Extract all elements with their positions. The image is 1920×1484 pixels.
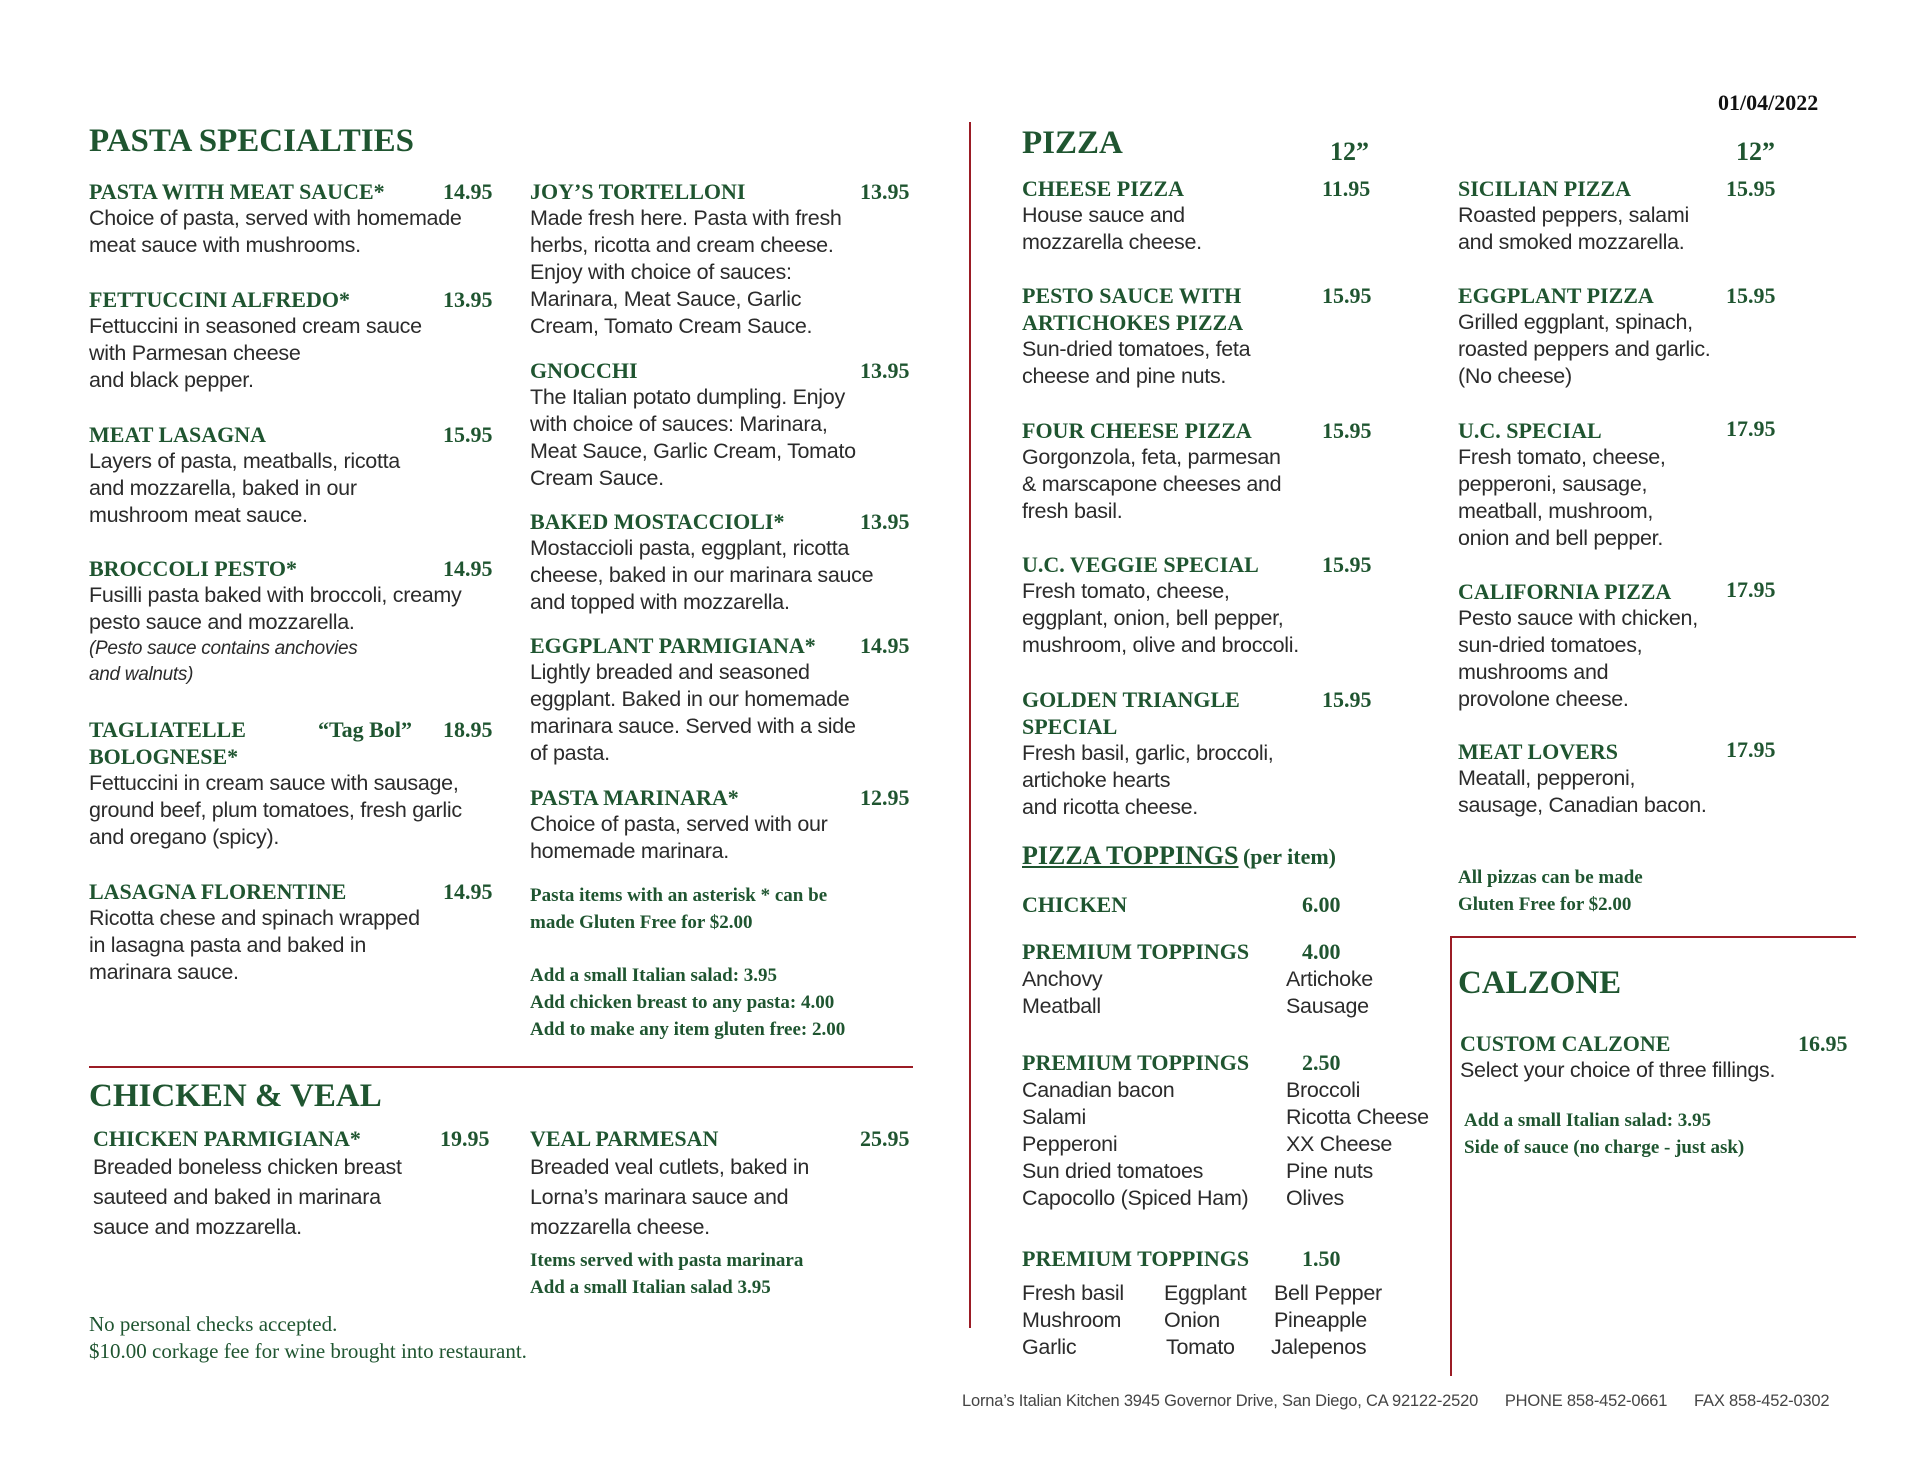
- topping-group-price: 2.50: [1302, 1050, 1341, 1075]
- item-tag: “Tag Bol”: [318, 717, 412, 742]
- topping-item: Sun dried tomatoes: [1022, 1159, 1204, 1183]
- item-desc: mushroom, olive and broccoli.: [1022, 633, 1299, 657]
- item-price: 17.95: [1726, 737, 1776, 762]
- item-name: BOLOGNESE*: [89, 744, 239, 769]
- note-line: Gluten Free for $2.00: [1458, 894, 1632, 915]
- addon-line: Add to make any item gluten free: 2.00: [530, 1019, 846, 1040]
- item-desc: Marinara, Meat Sauce, Garlic: [530, 287, 802, 311]
- item-desc: ground beef, plum tomatoes, fresh garlic: [89, 798, 462, 822]
- item-desc: and smoked mozzarella.: [1458, 230, 1685, 254]
- policy-line: $10.00 corkage fee for wine brought into restaurant.: [89, 1339, 527, 1363]
- note-line: Add a small Italian salad 3.95: [530, 1277, 771, 1298]
- menu-item: [530, 784, 828, 865]
- item-name: SICILIAN PIZZA: [1458, 176, 1631, 201]
- item-price: 17.95: [1726, 577, 1776, 602]
- item-price: 14.95: [443, 179, 493, 204]
- calzone-box-top: [1450, 936, 1856, 938]
- item-desc: Lightly breaded and seasoned: [530, 660, 810, 684]
- item-name: CHEESE PIZZA: [1022, 176, 1184, 201]
- item-desc: Choice of pasta, served with our: [530, 812, 828, 836]
- menu-item: [1022, 282, 1250, 390]
- topping-group-label: PREMIUM TOPPINGS: [1022, 1050, 1250, 1075]
- item-price: 14.95: [443, 879, 493, 904]
- item-desc: House sauce and: [1022, 203, 1185, 227]
- menu-item: [1458, 578, 1698, 713]
- addon-line: Side of sauce (no charge - just ask): [1464, 1137, 1745, 1158]
- item-desc: Choice of pasta, served with homemade: [89, 206, 462, 230]
- item-desc: fresh basil.: [1022, 499, 1123, 523]
- item-price: 11.95: [1322, 176, 1371, 201]
- item-price: 13.95: [443, 287, 493, 312]
- item-price: 13.95: [860, 509, 910, 534]
- topping-group-price: 1.50: [1302, 1246, 1341, 1271]
- topping-item: Pine nuts: [1286, 1159, 1373, 1183]
- item-desc: marinara sauce. Served with a side: [530, 714, 856, 738]
- item-price: 14.95: [443, 556, 493, 581]
- topping-item: Jalepenos: [1271, 1335, 1367, 1359]
- item-desc: eggplant. Baked in our homemade: [530, 687, 850, 711]
- item-price: 17.95: [1726, 416, 1776, 441]
- item-desc: Meatall, pepperoni,: [1458, 766, 1636, 790]
- item-desc: Fresh tomato, cheese,: [1022, 579, 1230, 603]
- item-desc: herbs, ricotta and cream cheese.: [530, 233, 834, 257]
- item-name: EGGPLANT PIZZA: [1458, 283, 1654, 308]
- item-name: ARTICHOKES PIZZA: [1022, 310, 1244, 335]
- item-name: PASTA MARINARA*: [530, 785, 739, 810]
- item-price: 13.95: [860, 179, 910, 204]
- calzone-box-left: [1450, 936, 1452, 1376]
- item-note: and walnuts): [89, 664, 194, 685]
- item-desc: Fusilli pasta baked with broccoli, creamy: [89, 583, 462, 607]
- item-desc: Cream, Tomato Cream Sauce.: [530, 314, 813, 338]
- item-name: U.C. VEGGIE SPECIAL: [1022, 552, 1259, 577]
- item-price: 15.95: [1322, 687, 1372, 712]
- item-desc: (No cheese): [1458, 364, 1572, 388]
- item-desc: Select your choice of three fillings.: [1460, 1058, 1776, 1082]
- item-desc: and ricotta cheese.: [1022, 795, 1198, 819]
- item-price: 12.95: [860, 785, 910, 810]
- item-price: 15.95: [1726, 283, 1776, 308]
- item-desc: roasted peppers and garlic.: [1458, 337, 1711, 361]
- item-desc: The Italian potato dumpling. Enjoy: [530, 385, 845, 409]
- section-divider: [89, 1066, 913, 1068]
- item-name: CUSTOM CALZONE: [1460, 1031, 1671, 1056]
- topping-item: Artichoke: [1286, 967, 1373, 991]
- item-desc: homemade marinara.: [530, 839, 729, 863]
- item-desc: in lasagna pasta and baked in: [89, 933, 366, 957]
- item-desc: and oregano (spicy).: [89, 825, 279, 849]
- menu-item: [1022, 175, 1202, 256]
- item-desc: with Parmesan cheese: [89, 341, 301, 365]
- item-desc: cheese, baked in our marinara sauce: [530, 563, 874, 587]
- pizza-size-label: 12”: [1330, 137, 1369, 166]
- topping-group-price: 4.00: [1302, 939, 1341, 964]
- item-desc: Pesto sauce with chicken,: [1458, 606, 1698, 630]
- item-desc: Fettuccini in cream sauce with sausage,: [89, 771, 459, 795]
- menu-item: [93, 1125, 402, 1242]
- menu-item: [89, 178, 462, 259]
- item-desc: Cream Sauce.: [530, 466, 664, 490]
- item-price: 14.95: [860, 633, 910, 658]
- column-divider: [969, 122, 971, 1328]
- item-price: 16.95: [1798, 1031, 1848, 1056]
- topping-group-label: PREMIUM TOPPINGS: [1022, 939, 1250, 964]
- topping-item: Sausage: [1286, 994, 1369, 1018]
- menu-item: [530, 508, 873, 616]
- item-desc: sausage, Canadian bacon.: [1458, 793, 1707, 817]
- addon-line: Add a small Italian salad: 3.95: [530, 965, 778, 986]
- item-name: PESTO SAUCE WITH: [1022, 283, 1242, 308]
- item-name: SPECIAL: [1022, 714, 1118, 739]
- item-desc: sauce and mozzarella.: [93, 1215, 302, 1239]
- item-name: TAGLIATELLE: [89, 717, 246, 742]
- item-desc: onion and bell pepper.: [1458, 526, 1663, 550]
- item-desc: Breaded veal cutlets, baked in: [530, 1155, 810, 1179]
- item-name: EGGPLANT PARMIGIANA*: [530, 633, 816, 658]
- topping-item: Tomato: [1166, 1335, 1235, 1359]
- section-title-pizza: PIZZA: [1022, 125, 1123, 161]
- item-name: BROCCOLI PESTO*: [89, 556, 298, 581]
- topping-item: Broccoli: [1286, 1078, 1361, 1102]
- item-name: PASTA WITH MEAT SAUCE*: [89, 179, 385, 204]
- item-desc: Fresh tomato, cheese,: [1458, 445, 1666, 469]
- toppings-title: [1022, 842, 1336, 870]
- item-price: 18.95: [443, 717, 493, 742]
- item-desc: and mozzarella, baked in our: [89, 476, 357, 500]
- item-price: 25.95: [860, 1126, 910, 1151]
- pizza-size-label: 12”: [1736, 137, 1775, 166]
- topping-item: Fresh basil: [1022, 1281, 1124, 1305]
- item-desc: marinara sauce.: [89, 960, 239, 984]
- item-desc: eggplant, onion, bell pepper,: [1022, 606, 1284, 630]
- topping-item: Ricotta Cheese: [1286, 1105, 1429, 1129]
- item-price: 15.95: [1322, 283, 1372, 308]
- toppings-heading: PIZZA TOPPINGS: [1022, 841, 1239, 870]
- item-desc: mozzarella cheese.: [530, 1215, 710, 1239]
- item-price: 13.95: [860, 358, 910, 383]
- item-desc: Fresh basil, garlic, broccoli,: [1022, 741, 1274, 765]
- addon-line: Add a small Italian salad: 3.95: [1464, 1110, 1712, 1131]
- item-desc: Lorna’s marinara sauce and: [530, 1185, 789, 1209]
- item-desc: sauteed and baked in marinara: [93, 1185, 381, 1209]
- menu-item: [530, 1125, 809, 1242]
- topping-item: Pineapple: [1274, 1308, 1367, 1332]
- menu-item: [1460, 1030, 1775, 1084]
- item-desc: sun-dried tomatoes,: [1458, 633, 1643, 657]
- item-desc: Grilled eggplant, spinach,: [1458, 310, 1693, 334]
- topping-item: Meatball: [1022, 994, 1101, 1018]
- menu-item: [530, 632, 856, 767]
- item-name: VEAL PARMESAN: [530, 1126, 719, 1151]
- note-line: All pizzas can be made: [1458, 867, 1643, 888]
- item-desc: and topped with mozzarella.: [530, 590, 790, 614]
- item-name: MEAT LOVERS: [1458, 739, 1618, 764]
- item-name: JOY’S TORTELLONI: [530, 179, 746, 204]
- menu-item: [89, 421, 400, 529]
- item-desc: pesto sauce and mozzarella.: [89, 610, 355, 634]
- item-desc: and black pepper.: [89, 368, 254, 392]
- item-desc: Ricotta chese and spinach wrapped: [89, 906, 420, 930]
- addon-line: Add chicken breast to any pasta: 4.00: [530, 992, 835, 1013]
- item-desc: Breaded boneless chicken breast: [93, 1155, 402, 1179]
- item-note: (Pesto sauce contains anchovies: [89, 638, 358, 659]
- item-desc: mozzarella cheese.: [1022, 230, 1202, 254]
- section-title-calzone: CALZONE: [1458, 965, 1622, 1001]
- toppings-heading-suffix: (per item): [1242, 844, 1337, 869]
- item-price: 19.95: [440, 1126, 490, 1151]
- note-line: made Gluten Free for $2.00: [530, 912, 753, 933]
- gluten-free-note: [530, 882, 827, 936]
- policy-line: No personal checks accepted.: [89, 1312, 338, 1336]
- item-price: 15.95: [1726, 176, 1776, 201]
- item-desc: Meat Sauce, Garlic Cream, Tomato: [530, 439, 856, 463]
- item-name: CHICKEN PARMIGIANA*: [93, 1126, 361, 1151]
- item-desc: Layers of pasta, meatballs, ricotta: [89, 449, 400, 473]
- item-desc: & marscapone cheeses and: [1022, 472, 1282, 496]
- item-name: U.C. SPECIAL: [1458, 418, 1602, 443]
- item-desc: Fettuccini in seasoned cream sauce: [89, 314, 422, 338]
- item-desc: cheese and pine nuts.: [1022, 364, 1227, 388]
- item-name: FETTUCCINI ALFREDO*: [89, 287, 350, 312]
- menu-item: [530, 357, 856, 492]
- item-name: GNOCCHI: [530, 358, 638, 383]
- section-title-pasta: PASTA SPECIALTIES: [89, 123, 414, 159]
- menu-item: [89, 286, 422, 394]
- item-desc: of pasta.: [530, 741, 610, 765]
- topping-label: CHICKEN: [1022, 892, 1128, 917]
- policy-notes: [89, 1311, 527, 1365]
- item-desc: Enjoy with choice of sauces:: [530, 260, 792, 284]
- item-price: 15.95: [1322, 418, 1372, 443]
- menu-item: [89, 878, 420, 986]
- topping-item: Olives: [1286, 1186, 1344, 1210]
- topping-item: Anchovy: [1022, 967, 1103, 991]
- item-desc: Roasted peppers, salami: [1458, 203, 1689, 227]
- item-desc: with choice of sauces: Marinara,: [530, 412, 828, 436]
- menu-item: [1022, 417, 1281, 525]
- item-desc: mushroom meat sauce.: [89, 503, 308, 527]
- topping-group-label: PREMIUM TOPPINGS: [1022, 1246, 1250, 1271]
- topping-item: Capocollo (Spiced Ham): [1022, 1186, 1249, 1210]
- topping-item: Eggplant: [1164, 1281, 1247, 1305]
- note-line: Pasta items with an asterisk * can be: [530, 885, 828, 906]
- topping-item: Mushroom: [1022, 1308, 1122, 1332]
- topping-item: Onion: [1164, 1308, 1220, 1332]
- menu-date: 01/04/2022: [1718, 90, 1819, 115]
- item-price: 15.95: [443, 422, 493, 447]
- item-name: LASAGNA FLORENTINE: [89, 879, 347, 904]
- menu-item: [1022, 686, 1273, 821]
- topping-item: Garlic: [1022, 1335, 1077, 1359]
- item-desc: Made fresh here. Pasta with fresh: [530, 206, 842, 230]
- topping-item: XX Cheese: [1286, 1132, 1393, 1156]
- item-desc: Mostaccioli pasta, eggplant, ricotta: [530, 536, 850, 560]
- item-name: MEAT LASAGNA: [89, 422, 267, 447]
- pasta-addons: [530, 962, 845, 1043]
- topping-item: Pepperoni: [1022, 1132, 1118, 1156]
- item-desc: pepperoni, sausage,: [1458, 472, 1648, 496]
- item-name: FOUR CHEESE PIZZA: [1022, 418, 1252, 443]
- item-name: CALIFORNIA PIZZA: [1458, 579, 1672, 604]
- menu-item: [1458, 738, 1707, 819]
- pizza-gluten-note: [1458, 864, 1643, 918]
- item-desc: meat sauce with mushrooms.: [89, 233, 361, 257]
- item-name: GOLDEN TRIANGLE: [1022, 687, 1240, 712]
- menu-item: [1458, 417, 1666, 552]
- item-desc: Sun-dried tomatoes, feta: [1022, 337, 1251, 361]
- calzone-addons: [1464, 1107, 1744, 1161]
- menu-item: [1022, 551, 1299, 659]
- footer-phone: PHONE 858-452-0661: [1504, 1392, 1668, 1410]
- topping-item: Salami: [1022, 1105, 1086, 1129]
- item-name: BAKED MOSTACCIOLI*: [530, 509, 785, 534]
- menu-item: [1458, 282, 1710, 390]
- item-desc: Gorgonzola, feta, parmesan: [1022, 445, 1281, 469]
- footer-fax: FAX 858-452-0302: [1694, 1392, 1830, 1410]
- topping-price: 6.00: [1302, 892, 1341, 917]
- chicken-note: [530, 1247, 803, 1301]
- item-desc: meatball, mushroom,: [1458, 499, 1654, 523]
- item-price: 15.95: [1322, 552, 1372, 577]
- menu-item: [89, 555, 461, 688]
- footer-contact: [962, 1392, 1829, 1411]
- footer-address: Lorna’s Italian Kitchen 3945 Governor Drive, San Diego, CA 92122-2520: [962, 1392, 1479, 1410]
- topping-item: Bell Pepper: [1274, 1281, 1382, 1305]
- item-desc: mushrooms and: [1458, 660, 1609, 684]
- menu-item: [530, 178, 842, 340]
- section-title-chicken-veal: CHICKEN & VEAL: [89, 1078, 382, 1114]
- menu-item: [1458, 175, 1689, 256]
- item-desc: artichoke hearts: [1022, 768, 1171, 792]
- note-line: Items served with pasta marinara: [530, 1250, 804, 1271]
- item-desc: provolone cheese.: [1458, 687, 1629, 711]
- topping-item: Canadian bacon: [1022, 1078, 1175, 1102]
